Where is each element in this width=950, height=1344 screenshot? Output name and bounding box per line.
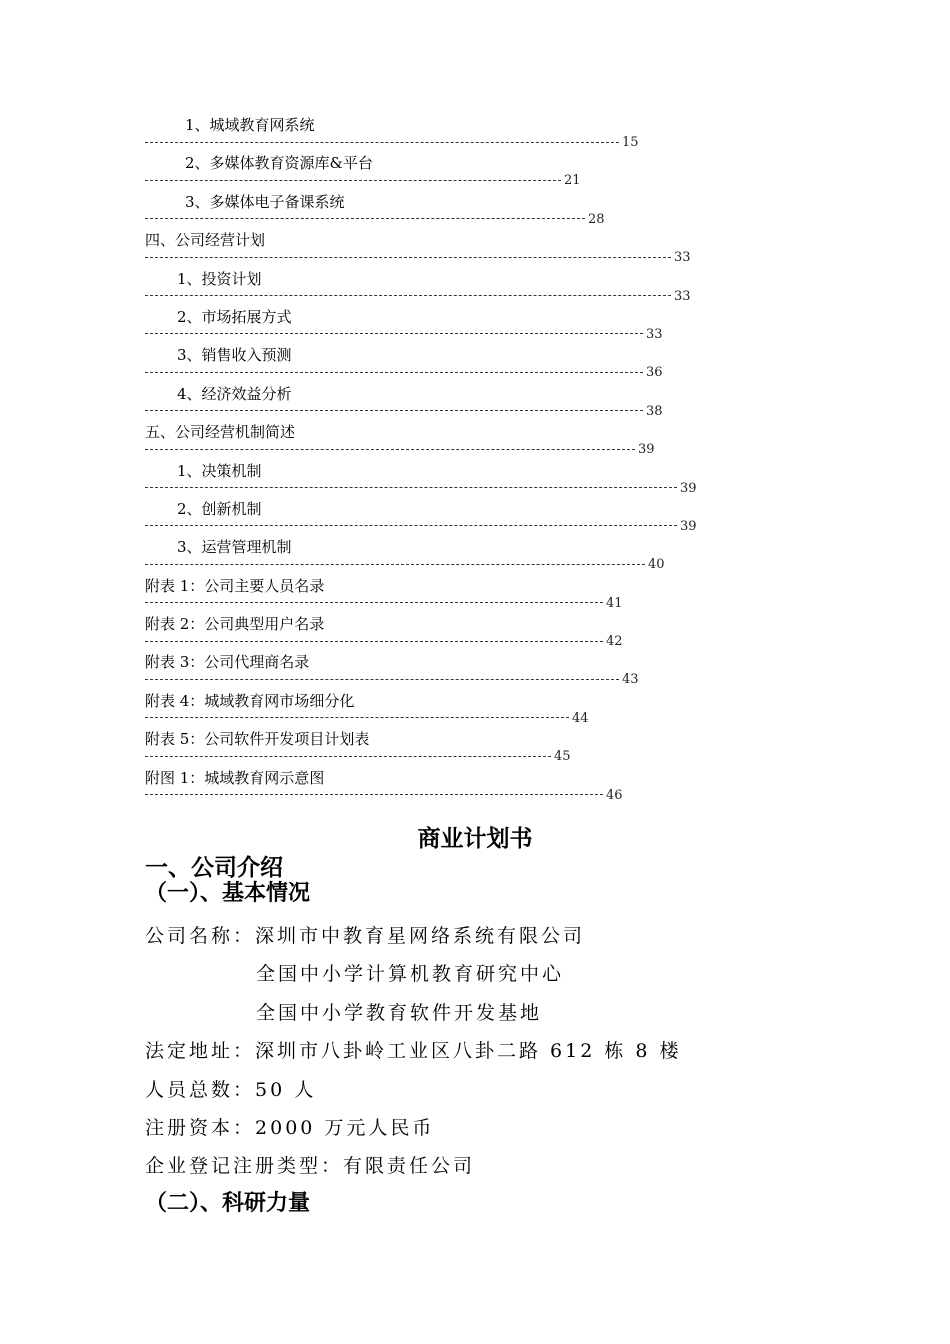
- subsection-heading-research: （二）、科研力量: [145, 1191, 311, 1216]
- toc-dashes: [145, 333, 643, 335]
- capital-label: 注册资本：: [145, 1116, 256, 1139]
- toc-leader-line: [145, 404, 663, 420]
- toc-entry-title: 附表 2：公司典型用户名录: [145, 615, 325, 634]
- toc-entry-title: 1、决策机制: [177, 461, 262, 480]
- toc-entry[interactable]: [145, 574, 705, 612]
- staff-label: 人员总数：: [145, 1078, 256, 1101]
- toc-dashes: [145, 641, 603, 643]
- toc-leader-line: [145, 749, 571, 765]
- toc-dashes: [145, 602, 603, 604]
- company-name-label: 公司名称：: [145, 925, 256, 947]
- toc-entry-title: 2、创新机制: [177, 499, 262, 518]
- toc-entry[interactable]: [145, 535, 705, 573]
- toc-entry[interactable]: [145, 305, 705, 343]
- toc-entry-title: 3、销售收入预测: [177, 346, 292, 365]
- toc-entry-title: 3、运营管理机制: [177, 538, 292, 557]
- toc-entry[interactable]: [145, 151, 705, 189]
- toc-leader-line: [145, 365, 663, 381]
- toc-entry[interactable]: [145, 343, 705, 381]
- company-name-value: 深圳市中教育星网络系统有限公司: [255, 925, 586, 947]
- toc-leader-line: [145, 788, 623, 804]
- toc-leader-line: [145, 173, 581, 189]
- toc-page-number: 33: [674, 250, 691, 266]
- toc-dashes: [145, 449, 635, 451]
- toc-dashes: [145, 679, 619, 681]
- toc-leader-line: [145, 327, 663, 343]
- info-row-staff: [145, 1073, 845, 1111]
- toc-page-number: 39: [680, 480, 697, 496]
- toc-entry[interactable]: [145, 650, 705, 688]
- toc-entry[interactable]: [145, 190, 705, 228]
- toc-page-number: 44: [572, 710, 589, 726]
- toc-dashes: [145, 564, 645, 566]
- toc-dashes: [145, 295, 671, 297]
- toc-page-number: 41: [606, 595, 623, 611]
- toc-entry-title: 附表 1：公司主要人员名录: [145, 576, 325, 595]
- toc-dashes: [145, 372, 643, 374]
- toc-entry[interactable]: [145, 612, 705, 650]
- toc-page-number: 39: [680, 518, 697, 534]
- toc-dashes: [145, 180, 561, 182]
- capital-value: 2000 万元人民币: [255, 1116, 435, 1139]
- toc-dashes: [145, 794, 603, 796]
- toc-leader-line: [145, 481, 697, 497]
- toc-entry[interactable]: [145, 420, 705, 458]
- address-label: 法定地址：: [145, 1040, 256, 1063]
- toc-entry[interactable]: [145, 228, 705, 266]
- staff-value: 50 人: [255, 1078, 317, 1101]
- toc-entry-title: 四、公司经营计划: [145, 231, 266, 250]
- toc-dashes: [145, 410, 643, 412]
- toc-entry-title: 附图 1：城域教育网示意图: [145, 768, 325, 787]
- address-value: 深圳市八卦岭工业区八卦二路 612 栋 8 楼: [255, 1040, 682, 1063]
- toc-dashes: [145, 257, 671, 259]
- toc-entry[interactable]: [145, 766, 705, 804]
- toc-page-number: 15: [622, 135, 639, 150]
- toc-dashes: [145, 487, 677, 489]
- toc-entry-title: 1、城域教育网系统: [185, 116, 315, 134]
- toc-page-number: 43: [622, 672, 639, 688]
- toc-entry[interactable]: [145, 382, 705, 420]
- toc-leader-line: [145, 519, 697, 535]
- toc-leader-line: [145, 711, 589, 727]
- info-row-company-name: [145, 919, 845, 957]
- toc-entry-title: 五、公司经营机制简述: [145, 423, 296, 442]
- toc-entry-title: 3、多媒体电子备课系统: [185, 192, 345, 211]
- toc-entry-title: 1、投资计划: [177, 269, 262, 288]
- registration-type-value: 有限责任公司: [343, 1155, 476, 1178]
- document-title: 商业计划书: [417, 826, 533, 852]
- toc-entry[interactable]: [145, 113, 705, 151]
- toc-page-number: 38: [646, 403, 663, 419]
- toc-dashes: [145, 525, 677, 527]
- toc-page-number: 21: [564, 173, 581, 189]
- company-alias-2: 全国中小学教育软件开发基地: [256, 1001, 543, 1024]
- toc-entry-title: 附表 3：公司代理商名录: [145, 653, 310, 672]
- toc-page-number: 40: [648, 557, 665, 573]
- toc-page-number: 42: [606, 634, 623, 650]
- table-of-contents: [145, 113, 705, 804]
- toc-dashes: [145, 142, 619, 144]
- toc-leader-line: [145, 672, 639, 688]
- registration-type-label: 企业登记注册类型：: [145, 1155, 344, 1178]
- info-row-registration-type: [145, 1149, 845, 1187]
- toc-leader-line: [145, 289, 691, 305]
- toc-dashes: [145, 218, 585, 220]
- toc-leader-line: [145, 250, 691, 266]
- toc-entry[interactable]: [145, 689, 705, 727]
- toc-page-number: 46: [606, 787, 623, 803]
- toc-page-number: 39: [638, 442, 655, 458]
- toc-page-number: 45: [554, 749, 571, 765]
- toc-page-number: 33: [646, 326, 663, 342]
- info-row-address: [145, 1034, 845, 1072]
- info-row-alias-1: [145, 957, 845, 995]
- info-row-alias-2: [145, 996, 845, 1034]
- toc-leader-line: [145, 212, 605, 228]
- toc-entry-title: 附表 5：公司软件开发项目计划表: [145, 730, 370, 749]
- toc-page-number: 33: [674, 288, 691, 304]
- toc-dashes: [145, 756, 551, 758]
- toc-entry-title: 2、市场拓展方式: [177, 307, 292, 326]
- toc-entry[interactable]: [145, 459, 705, 497]
- info-row-capital: [145, 1111, 845, 1149]
- toc-page-number: 28: [588, 211, 605, 227]
- toc-page-number: 36: [646, 365, 663, 381]
- toc-entry-title: 附表 4：城域教育网市场细分化: [145, 691, 355, 710]
- section-heading-company-intro: 一、公司介绍: [145, 855, 283, 881]
- toc-leader-line: [145, 557, 665, 573]
- company-info-block: [145, 919, 845, 1188]
- toc-entry[interactable]: [145, 727, 705, 765]
- toc-leader-line: [145, 634, 623, 650]
- company-alias-1: 全国中小学计算机教育研究中心: [256, 963, 565, 986]
- toc-entry[interactable]: [145, 267, 705, 305]
- toc-leader-line: [145, 442, 655, 458]
- subsection-heading-basic-info: （一）、基本情况: [145, 881, 311, 906]
- toc-entry-title: 2、多媒体教育资源库&平台: [185, 154, 373, 173]
- toc-entry[interactable]: [145, 497, 705, 535]
- toc-leader-line: [145, 596, 623, 612]
- toc-entry-title: 4、经济效益分析: [177, 384, 292, 403]
- toc-leader-line: [145, 135, 639, 151]
- toc-dashes: [145, 717, 569, 719]
